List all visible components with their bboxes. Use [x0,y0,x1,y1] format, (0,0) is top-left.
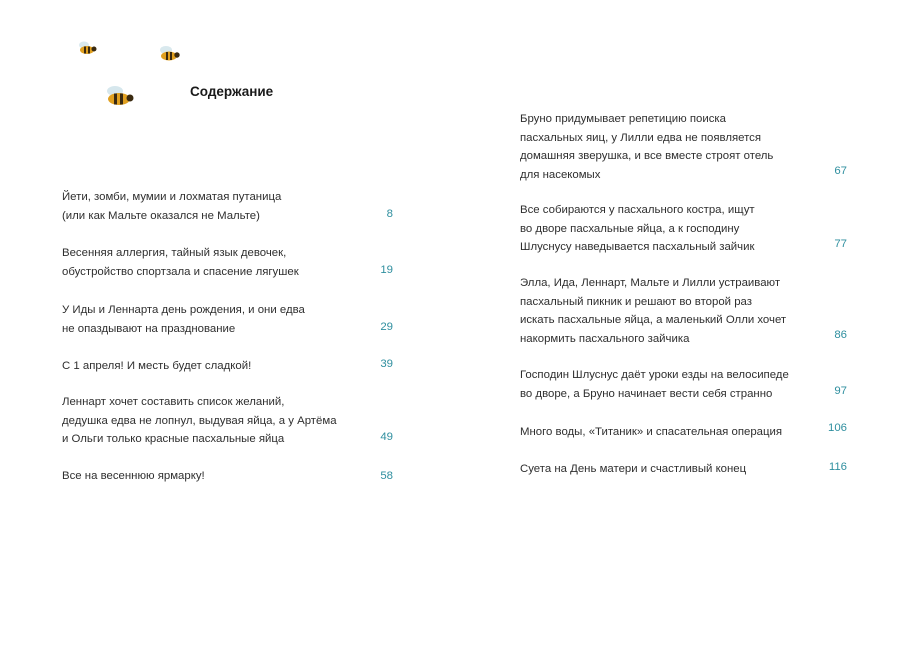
toc-entry-text: во дворе, а Бруно начинает вести себя странно [520,387,773,400]
toc-entry [62,301,332,338]
toc-entry-text: накормить пасхального зайчика [520,332,690,345]
toc-entry-text: Шлуснусу наведывается пасхальный зайчик [520,241,755,253]
toc-entry-text: Все на весеннюю ярмарку! [62,470,205,482]
toc-entry-text: Леннарт хочет составить список желаний, [62,396,285,408]
toc-page-number: 19 [380,264,393,276]
toc-entry [62,188,332,225]
toc-entry-text: искать пасхальные яйца, а маленький Олли хочет [520,314,787,326]
toc-entry-text: во дворе пасхальные яйца, а к господину [520,222,740,235]
toc-entry-text: обустройство спортзала и спасение лягушек [62,265,299,278]
toc-entry [62,467,332,486]
toc-entry-text: Йети, зомби, мумии и лохматая путаница [62,191,282,203]
bee-icon [103,84,135,108]
toc-entry-text: Все собираются у пасхального костра, ищут [520,204,755,216]
toc-entry [520,201,820,257]
toc-entry-text: Бруно придумывает репетицию поиска [520,113,726,125]
toc-entry [62,244,332,281]
toc-page-number: 58 [380,470,393,482]
toc-entry-text: Господин Шлуснус даёт уроки езды на велосипеде [520,369,789,381]
toc-entry [520,274,820,348]
toc-entry-text: (или как Мальте оказался не Мальте) [62,209,260,222]
bee-icon [76,40,98,56]
toc-entry-text: не опаздывают на празднование [62,322,236,335]
toc-entry-text: У Иды и Леннарта день рождения, и они едва [62,304,305,316]
toc-entry-text: дедушка едва не лопнул, выдувая яйца, а у Артёма [62,414,337,427]
toc-entry-text: С 1 апреля! И месть будет сладкой! [62,360,252,372]
toc-page-number: 29 [380,321,393,333]
toc-page-number: 116 [828,461,847,473]
toc-page-number: 49 [380,431,393,443]
right-page [456,0,913,650]
toc-entry-text: домашняя зверушка, и все вместе строят отель [520,150,774,162]
toc-page-number: 106 [827,422,847,434]
toc-entry-text: для насекомых [520,168,601,181]
toc-entry-text: пасхальный пикник и решают во второй раз [520,295,752,308]
toc-entry [520,460,820,479]
toc-page-number: 67 [834,165,847,177]
toc-entry [62,357,332,376]
left-page [0,0,456,650]
toc-entry-text: и Ольги только красные пасхальные яйца [62,433,285,445]
toc-entry [520,423,820,442]
toc-entry [62,393,337,449]
toc-page-number: 86 [834,329,847,341]
page-title: Содержание [190,84,274,99]
toc-entry-text: Много воды, «Титаник» и спасательная операция [520,426,783,438]
bee-icon [157,45,181,63]
toc-entry-text: Элла, Ида, Леннарт, Мальте и Лилли устраивают [520,277,781,289]
toc-entry [520,110,820,184]
toc-entry-text: Суета на День матери и счастливый конец [520,463,747,475]
toc-page-number: 97 [834,385,847,397]
toc-page-number: 39 [380,358,393,370]
toc-entry-text: пасхальных яиц, у Лилли едва не появляется [520,131,762,144]
toc-entry-text: Весенняя аллергия, тайный язык девочек, [62,247,287,259]
toc-entry [520,366,820,403]
toc-page-number: 8 [386,208,393,220]
toc-page-number: 77 [834,238,847,250]
